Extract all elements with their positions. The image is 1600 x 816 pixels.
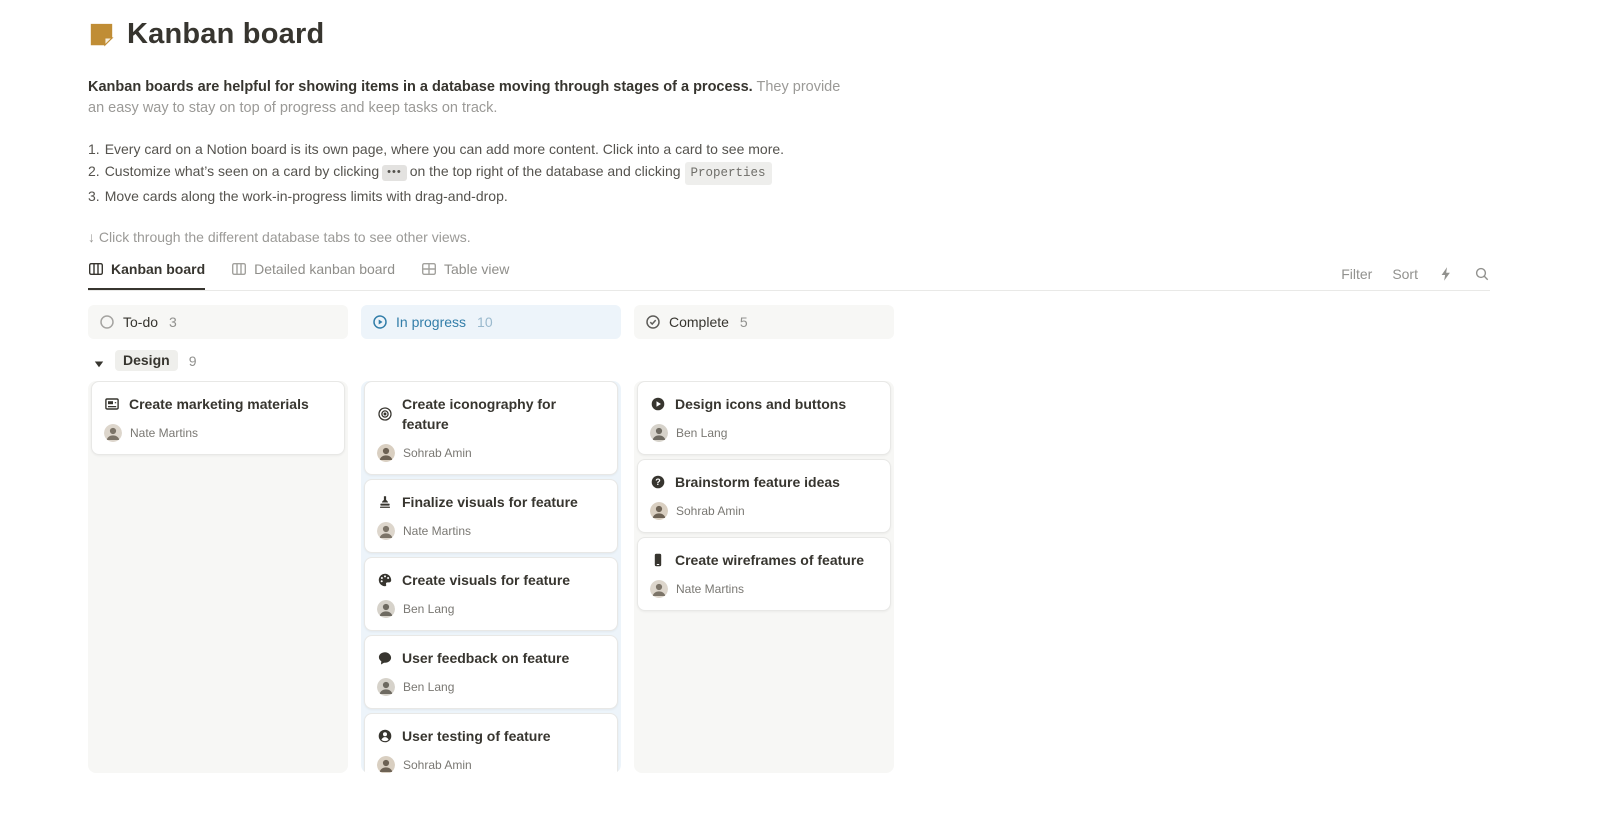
tab-label: Table view [444, 260, 510, 277]
phone-icon [650, 552, 666, 568]
hint-text: ↓ Click through the different database tabs to see other views. [88, 228, 471, 245]
assignee-name: Sohrab Amin [403, 757, 472, 772]
kanban-board [88, 305, 1490, 773]
card-title-row [377, 394, 605, 434]
intro-rest: They provide an easy way to stay on top of progress and keep tasks on track. [88, 79, 841, 116]
column-count: 5 [739, 313, 748, 330]
play-icon [650, 396, 666, 412]
avatar [650, 580, 668, 598]
card-create-iconography[interactable] [364, 381, 618, 475]
board-view-icon [88, 261, 104, 277]
card-title: Create visuals for feature [402, 571, 571, 588]
assignee-row [650, 580, 878, 598]
group-label: Design [115, 350, 178, 371]
sort-button[interactable]: Sort [1392, 265, 1418, 282]
column-header-complete[interactable] [634, 305, 894, 339]
avatar [377, 522, 395, 540]
lightning-icon[interactable] [1438, 266, 1454, 282]
group-count: 9 [188, 352, 197, 369]
list-text: Move cards along the work-in-progress limits with drag-and-drop. [104, 188, 508, 204]
board-view-icon [231, 261, 247, 277]
column-label: Complete [669, 313, 729, 330]
card-title: Finalize visuals for feature [402, 493, 578, 510]
page-header [88, 18, 1490, 51]
database-tab-bar [88, 259, 1490, 291]
card-brainstorm-ideas[interactable] [637, 459, 891, 533]
in-progress-status-icon [372, 314, 388, 330]
card-title-row [104, 394, 332, 414]
assignee-name: Nate Martins [403, 523, 472, 538]
card-title: Design icons and buttons [675, 395, 847, 412]
list-number: 3. [88, 188, 100, 204]
assignee-name: Ben Lang [676, 425, 728, 440]
card-title: Create iconography for feature [402, 395, 557, 432]
assignee-name: Nate Martins [130, 425, 199, 440]
intro-paragraph [88, 77, 846, 119]
group-header-design[interactable] [94, 348, 1490, 374]
gold-note-icon [88, 21, 115, 48]
assignee-name: Ben Lang [403, 601, 455, 616]
svg-text:?: ? [655, 476, 661, 487]
column-count: 10 [477, 313, 493, 330]
column-header-todo[interactable] [88, 305, 348, 339]
table-view-icon [421, 261, 437, 277]
assignee-row [377, 678, 605, 696]
avatar [377, 444, 395, 462]
page-content [88, 18, 1490, 773]
card-create-wireframes[interactable] [637, 537, 891, 611]
assignee-row [104, 424, 332, 442]
assignee-name: Sohrab Amin [676, 503, 745, 518]
card-title-row [650, 394, 878, 414]
assignee-row [377, 756, 605, 773]
column-count: 3 [169, 313, 177, 330]
tab-detailed-kanban-board[interactable] [231, 259, 395, 290]
avatar [104, 424, 122, 442]
board-columns [88, 381, 1490, 773]
card-title-row [377, 648, 605, 668]
tab-label: Kanban board [111, 260, 206, 277]
palette-icon [377, 572, 393, 588]
tab-label: Detailed kanban board [254, 260, 396, 277]
list-text: Customize what’s seen on a card by clicking [104, 162, 380, 179]
complete-status-icon [645, 314, 661, 330]
numbered-list [88, 139, 1490, 207]
card-title: Create marketing materials [129, 395, 309, 412]
list-item-2 [88, 161, 1490, 186]
card-user-testing[interactable] [364, 713, 618, 773]
tab-kanban-board[interactable] [88, 259, 205, 290]
search-icon[interactable] [1474, 266, 1490, 282]
assignee-row [377, 444, 605, 462]
column-label: To-do [123, 313, 159, 330]
column-todo [88, 381, 348, 773]
question-icon [650, 474, 666, 490]
intro-bold: Kanban boards are helpful for showing items in a database moving through stages of a process. [88, 79, 753, 95]
avatar [650, 424, 668, 442]
tab-table-view[interactable] [421, 259, 509, 290]
filter-button[interactable]: Filter [1341, 265, 1373, 282]
card-title-row [377, 726, 605, 746]
list-text: on the top right of the database and clicking [409, 162, 681, 179]
list-number: 2. [88, 162, 100, 179]
chevron-down-icon [94, 356, 104, 366]
avatar [650, 502, 668, 520]
column-header-in-progress[interactable] [361, 305, 621, 339]
speech-bubble-icon [377, 650, 393, 666]
card-user-feedback[interactable] [364, 635, 618, 709]
card-create-marketing-materials[interactable] [91, 381, 345, 455]
avatar [377, 600, 395, 618]
card-finalize-visuals[interactable] [364, 479, 618, 553]
database-toolbar [1341, 266, 1490, 290]
card-title-row [377, 492, 605, 512]
card-title-row [377, 570, 605, 590]
list-item-1 [88, 139, 1490, 160]
avatar [377, 756, 395, 773]
assignee-row [650, 424, 878, 442]
card-title: User testing of feature [402, 727, 551, 744]
card-create-visuals[interactable] [364, 557, 618, 631]
avatar [377, 678, 395, 696]
view-tabs [88, 259, 509, 290]
assignee-name: Ben Lang [403, 679, 455, 694]
todo-status-icon [99, 314, 115, 330]
card-title: User feedback on feature [402, 649, 570, 666]
list-text: Every card on a Notion board is its own page, where you can add more content. Click into a card to see more. [104, 141, 785, 157]
list-number: 1. [88, 141, 100, 157]
card-title-row [650, 550, 878, 570]
column-headers [88, 305, 1490, 339]
target-icon [377, 406, 393, 422]
column-complete [634, 381, 894, 773]
list-item-3 [88, 186, 1490, 207]
card-title: Create wireframes of feature [675, 551, 865, 568]
card-title: Brainstorm feature ideas [675, 473, 840, 490]
assignee-row [377, 600, 605, 618]
page-title: Kanban board [127, 18, 325, 50]
column-label: In progress [396, 313, 467, 330]
stamp-icon [377, 494, 393, 510]
column-in-progress [361, 381, 621, 773]
newspaper-icon [104, 396, 120, 412]
card-design-icons-buttons[interactable] [637, 381, 891, 455]
assignee-row [377, 522, 605, 540]
card-title-row [650, 472, 878, 492]
user-icon [377, 728, 393, 744]
more-options-chip: ••• [382, 165, 407, 181]
assignee-row [650, 502, 878, 520]
properties-code-chip: Properties [685, 162, 772, 186]
assignee-name: Sohrab Amin [403, 445, 472, 460]
assignee-name: Nate Martins [676, 581, 745, 596]
